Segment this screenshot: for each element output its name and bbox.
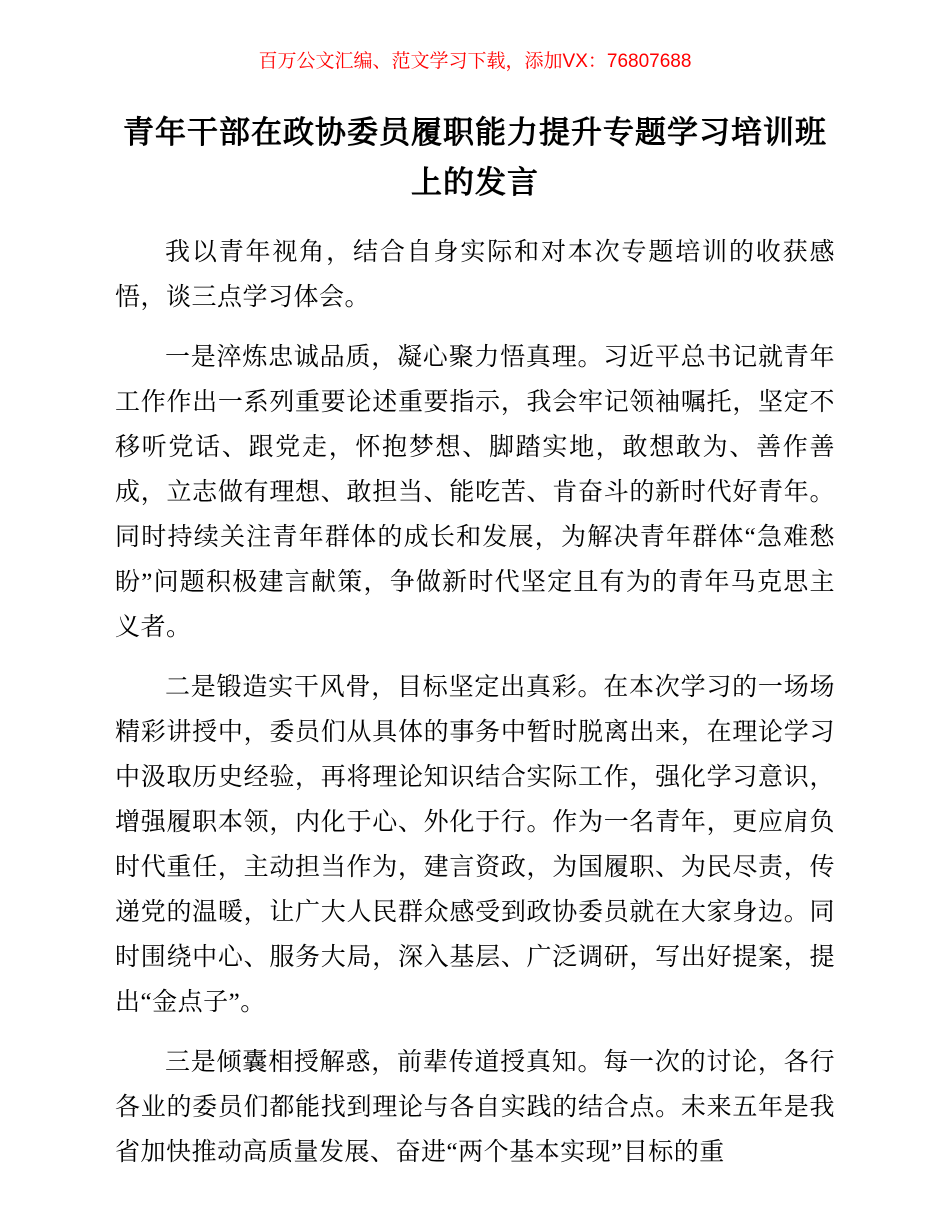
paragraph-intro: 我以青年视角，结合自身实际和对本次专题培训的收获感悟，谈三点学习体会。: [115, 239, 835, 311]
paragraph-point-3: 三是倾囊相授解惑，前辈传道授真知。每一次的讨论，各行各业的委员们都能找到理论与各自实践的结合点。未来五年是我省加快推动高质量发展、奋进“两个基本实现”目标的重: [115, 1049, 835, 1166]
promo-watermark-header: 百万公文汇编、范文学习下载，添加VX：76807688: [258, 51, 692, 72]
document-body: [115, 230, 835, 1175]
paragraph-point-1: 一是淬炼忠诚品质，凝心聚力悟真理。习近平总书记就青年工作作出一系列重要论述重要指示，我会牢记领袖嘱托，坚定不移听党话、跟党走，怀抱梦想、脚踏实地，敢想敢为、善作善成，立志做有理想、敢担当、能吃苦、肯奋斗的新时代好青年。同时持续关注青年群体的成长和发展，为解决青年群体“急难愁盼”问题积极建言献策，争做新时代坚定且有为的青年马克思主义者。: [115, 344, 835, 641]
paragraph-point-2: 二是锻造实干风骨，目标坚定出真彩。在本次学习的一场场精彩讲授中，委员们从具体的事务中暂时脱离出来，在理论学习中汲取历史经验，再将理论知识结合实际工作，强化学习意识，增强履职本领，内化于心、外化于行。作为一名青年，更应肩负时代重任，主动担当作为，建言资政，为国履职、为民尽责，传递党的温暖，让广大人民群众感受到政协委员就在大家身边。同时围绕中心、服务大局，深入基层、广泛调研，写出好提案，提出“金点子”。: [115, 674, 835, 1016]
document-title: 青年干部在政协委员履职能力提升专题学习培训班上的发言: [123, 115, 827, 200]
